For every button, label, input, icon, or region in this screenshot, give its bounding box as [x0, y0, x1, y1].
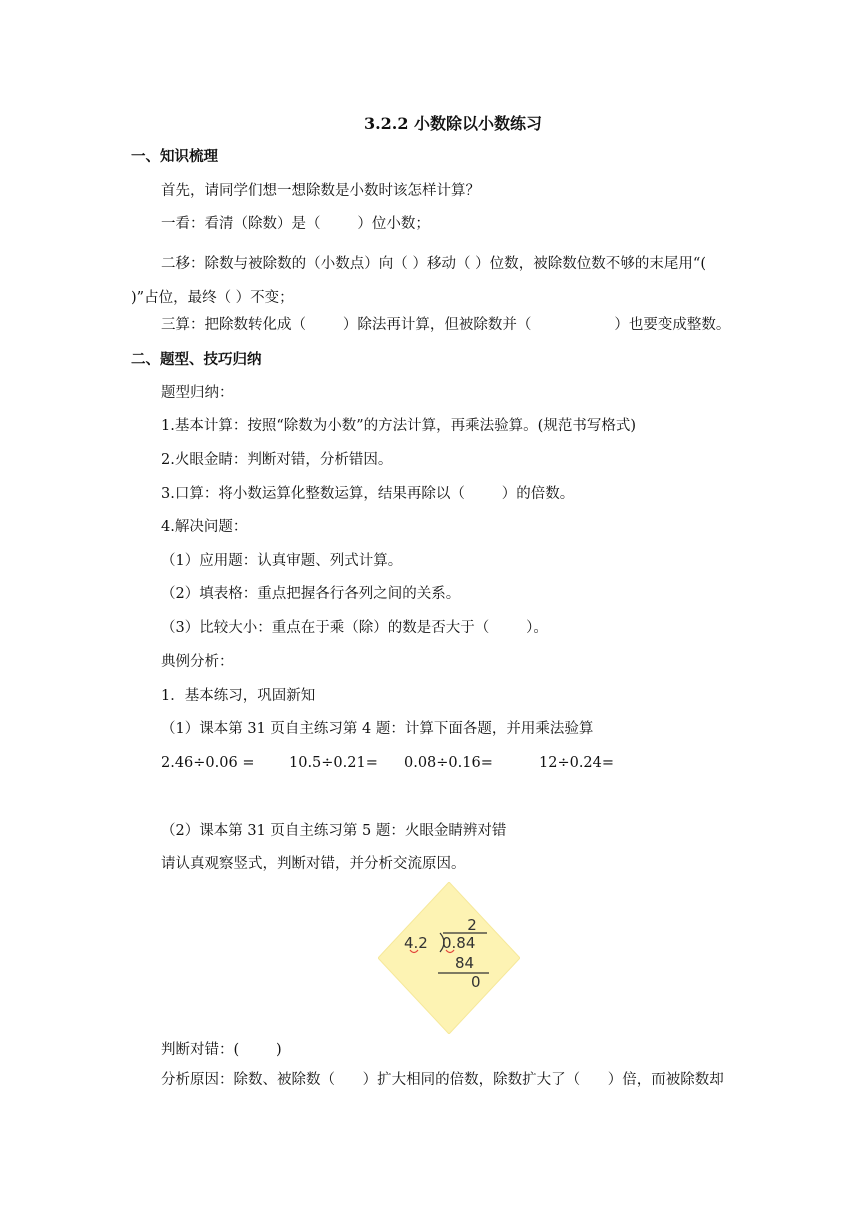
section1-heading: 一、知识梳理: [131, 148, 218, 165]
types-label: 题型归纳：: [161, 385, 234, 401]
example2-instruction: 请认真观察竖式，判断对错，并分析交流原因。: [161, 856, 466, 872]
section1-intro: 首先，请同学们想一想除数是小数时该怎样计算？: [161, 183, 480, 199]
long-division-figure: [378, 882, 520, 1034]
subitem-1: （1）应用题：认真审题、列式计算。: [161, 553, 403, 569]
subitem-2: （2）填表格：重点把握各行各列之间的关系。: [161, 586, 461, 602]
figure-background: [378, 882, 520, 1034]
step1-text: 一看：看清（除数）是（ ）位小数；: [161, 216, 430, 232]
calc-item-1: 2.46÷0.06 =: [161, 755, 255, 771]
type-item-1: 1.基本计算：按照“除数为小数”的方法计算，再乘法验算。(规范书写格式): [161, 418, 636, 434]
dividend-text: 0.84: [442, 934, 476, 952]
type-item-4: 4.解决问题：: [161, 519, 248, 535]
example-label: 典例分析：: [161, 654, 234, 670]
page-title: 3.2.2 小数除以小数练习: [363, 114, 543, 133]
remainder-text: 0: [471, 973, 481, 991]
step2-text: 二移：除数与被除数的（小数点）向（ ）移动（ ）位数，被除数位数不够的末尾用“( )”占位，最终（ ）不变；: [131, 256, 706, 306]
subitem-3: （3）比较大小：重点在于乘（除）的数是否大于（ ）。: [161, 620, 548, 636]
calc-item-3: 0.08÷0.16=: [404, 755, 493, 771]
divisor-text: 4.2: [404, 934, 428, 952]
type-item-3: 3.口算：将小数运算化整数运算，结果再除以（ ）的倍数。: [161, 486, 575, 502]
product-text: 84: [455, 954, 475, 972]
example1-question: （1）课本第 31 页自主练习第 4 题：计算下面各题，并用乘法验算: [161, 721, 594, 737]
section2-heading: 二、题型、技巧归纳: [131, 351, 262, 368]
example2-question: （2）课本第 31 页自主练习第 5 题：火眼金睛辨对错: [161, 823, 507, 839]
example1-title: 1．基本练习，巩固新知: [161, 688, 316, 704]
step3-text: 三算：把除数转化成（ ）除法再计算，但被除数并（ ）也要变成整数。: [161, 317, 731, 333]
type-item-2: 2.火眼金睛：判断对错，分析错因。: [161, 452, 393, 468]
calc-item-2: 10.5÷0.21=: [289, 755, 378, 771]
analysis-text: 分析原因：除数、被除数（ ）扩大相同的倍数，除数扩大了（ ）倍，而被除数却: [161, 1072, 724, 1088]
calc-item-4: 12÷0.24=: [539, 755, 615, 771]
quotient-text: 2: [467, 916, 477, 934]
judge-text: 判断对错：( ): [161, 1042, 282, 1058]
